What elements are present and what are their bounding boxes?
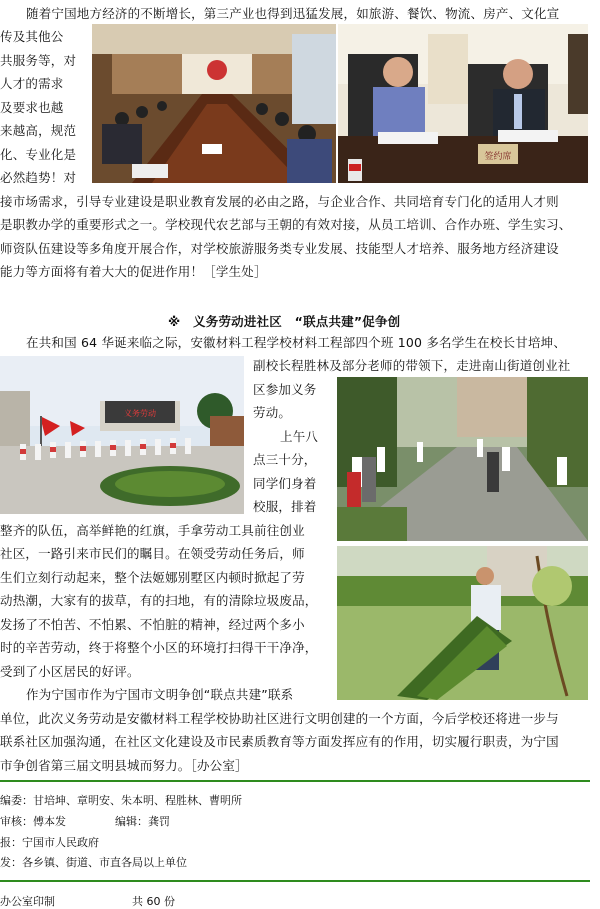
- a2-line-11: 生们立刻行动起来，整个法姬娜别墅区内顿时掀起了劳: [0, 570, 305, 585]
- meeting-room-photo: [92, 24, 336, 183]
- a2-line-15: 受到了小区居民的好评。: [0, 664, 140, 679]
- a1-line-3: 共服务等，对: [0, 53, 77, 68]
- a2-line-14: 时的辛苦劳动，终于将整个小区的环境打扫得干干净净，: [0, 640, 318, 655]
- footer-copies: 共 60 份: [132, 895, 175, 908]
- footer-editors: 编委：甘培坤、章明安、朱本明、程胜林、曹明所: [0, 794, 242, 807]
- sign-seat-label: 签约席: [484, 152, 512, 162]
- a2-line-8: 校服，排着: [253, 499, 317, 514]
- a2-line-13: 发扬了不怕苦、不怕累、不怕脏的精神，经过两个多小: [0, 617, 305, 632]
- a2-line-1: 在共和国 64 华诞来临之际，安徽材料工程学校材料工程部四个班 100 多名学生在校长甘培坤、: [26, 335, 567, 350]
- footer-rule-top: [0, 780, 590, 782]
- a1-line-11: 师资队伍建设等多角度开展合作，对学校旅游服务类专业发展、技能型人才培养、服务地方经济建设: [0, 241, 559, 256]
- a2-line-10: 社区，一路引来市民们的瞩目。在领受劳动任务后，师: [0, 546, 305, 561]
- a2-line-19: 市争创省第三届文明县城而努力。［办公室］: [0, 758, 248, 773]
- footer-editor: 编辑：龚罚: [115, 815, 170, 828]
- a1-line-10: 是职教办学的重要形式之一。学校现代农艺部与王朝的有效对接，从员工培训、合作办班、学生实习、: [0, 217, 572, 232]
- a2-line-9: 整齐的队伍，高举鲜艳的红旗，手拿劳动工具前往创业: [0, 523, 305, 538]
- weeding-photo: [337, 546, 588, 700]
- footer-review: 审核：傅本发: [0, 815, 66, 828]
- a1-line-5: 及要求也越: [0, 100, 64, 115]
- a2-line-12: 动热潮，大家有的拔草，有的扫地，有的清除垃圾废品，: [0, 593, 318, 608]
- a2-line-18: 联系社区加强沟通，在社区文化建设及市民素质教育等方面发挥应有的作用，切实履行职责，为宁国: [0, 734, 559, 749]
- a2-line-4: 劳动。: [253, 405, 292, 420]
- a1-line-7: 化、专业化是: [0, 147, 77, 162]
- students-marching-photo: [0, 356, 244, 514]
- a2-line-6: 点三十分，: [253, 452, 317, 467]
- a1-line-6: 来越高，规范: [0, 123, 77, 138]
- a1-line-9: 接市场需求，引导专业建设是职业教育发展的必由之路，与企业合作、共同培育专门化的适用人才则: [0, 194, 559, 209]
- led-screen-text: 义务劳动: [124, 409, 156, 418]
- a1-line-8: 必然趋势！对: [0, 170, 77, 185]
- a2-line-17: 单位，此次义务劳动是安徽材料工程学校协助社区进行文明创建的一个方面，今后学校还将进一步与: [0, 711, 559, 726]
- footer-printer: 办公室印制: [0, 895, 55, 908]
- a1-line-2: 传及其他公: [0, 29, 64, 44]
- a2-line-3: 区参加义务: [253, 382, 317, 397]
- footer-rule-bottom: [0, 880, 590, 882]
- article2-heading: ※ 义务劳动进社区 “联点共建”促争创: [168, 314, 401, 329]
- street-sweeping-photo: [337, 377, 588, 541]
- footer-send: 发：各乡镇、街道、市直各局以上单位: [0, 856, 187, 869]
- a2-line-16: 作为宁国市作为宁国市文明争创“联点共建”联系: [26, 687, 294, 702]
- a1-line-1: 随着宁国地方经济的不断增长，第三产业也得到迅猛发展，如旅游、餐饮、物流、房产、文化宣: [26, 6, 560, 21]
- a2-line-7: 同学们身着: [253, 476, 317, 491]
- a1-line-4: 人才的需求: [0, 76, 64, 91]
- a1-line-12: 能力等方面将有着大大的促进作用！［学生处］: [0, 264, 267, 279]
- signing-ceremony-photo: [338, 24, 588, 183]
- footer-report: 报：宁国市人民政府: [0, 836, 99, 849]
- a2-line-5: 上午八: [280, 429, 319, 444]
- a2-line-2: 副校长程胜林及部分老师的带领下，走进南山街道创业社: [253, 358, 571, 373]
